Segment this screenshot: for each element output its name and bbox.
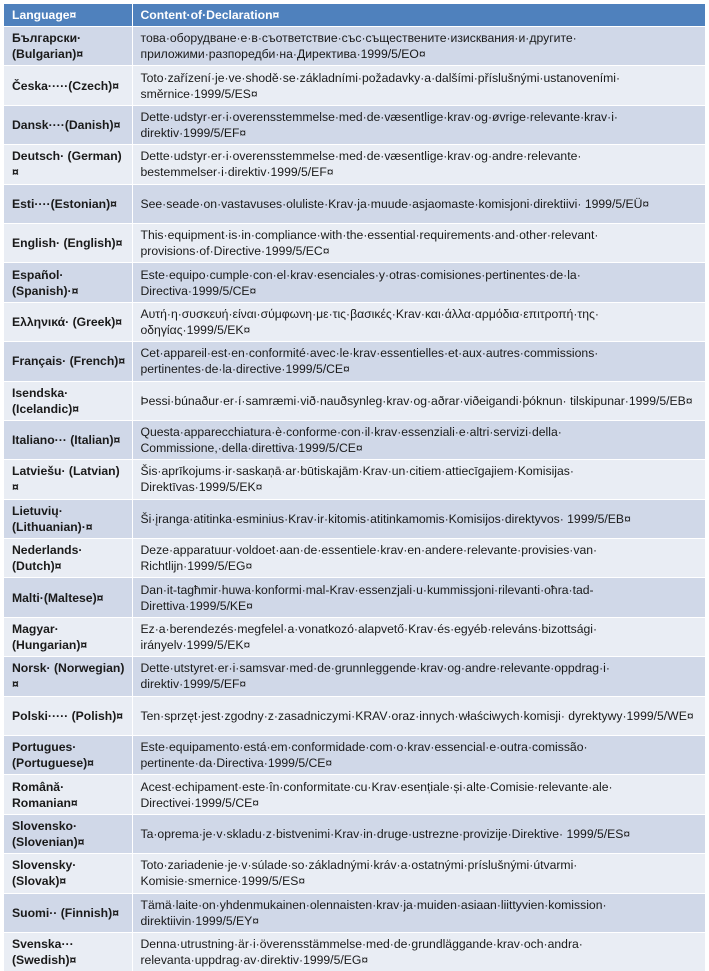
declaration-cell: Ez·a·berendezés·megfelel·a·vonatkozó·alapvető·Krav·és·egyéb·releváns·bizottsági· irányelv·1999/5/EK¤: [132, 617, 705, 656]
table-row: [4, 578, 705, 617]
table-row: [4, 27, 705, 66]
declaration-cell: Tämä·laite·on·yhdenmukainen·olennaisten·krav·ja·muiden·asiaan·liittyvien·komission· direktiivin·1999/5/EY¤: [132, 893, 705, 932]
declaration-cell: Cet·appareil·est·en·conformité·avec·le·krav·essentielles·et·aux·autres·commissions· pertinentes·de·la·directive·1999/5/CE¤: [132, 342, 705, 381]
content-column-header: Content·of·Declaration¤: [132, 4, 705, 27]
table-row: [4, 539, 705, 578]
declaration-cell: това·оборудване·е·в·съответствие·със·съществените·изисквания·и·другите· приложими·разпоредби·на·Директива·1999/5/EO¤: [132, 27, 705, 66]
table-row: [4, 854, 705, 893]
table-row: [4, 145, 705, 184]
table-row: [4, 696, 705, 735]
language-cell: Slovensky· (Slovak)¤: [4, 854, 132, 893]
language-cell: Esti····(Estonian)¤: [4, 184, 132, 223]
table-row: [4, 342, 705, 381]
table-row: [4, 66, 705, 105]
declaration-cell: Denna·utrustning·är·i·överensstämmelse·med·de·grundläggande·krav·och·andra· relevanta·uppdrag·av·direktiv·1999/5/EG¤: [132, 932, 705, 971]
declaration-cell: This·equipment·is·in·compliance·with·the·essential·requirements·and·other·relevant· provisions·of·Directive·1999/5/EC¤: [132, 223, 705, 262]
language-cell: Dansk····(Danish)¤: [4, 105, 132, 144]
declaration-cell: Αυτή·η·συσκευή·είναι·σύμφωνη·με·τις·βασικές·Krav·και·άλλα·αρμόδια·επιτροπή·της· οδηγίας·1999/5/EK¤: [132, 302, 705, 341]
declaration-cell: Toto·zařízení·je·ve·shodě·se·základními·požadavky·a·dalšími·příslušnými·ustanoveními· směrnice·1999/5/ES¤: [132, 66, 705, 105]
language-column-header: Language¤: [4, 4, 132, 27]
declaration-cell: Este·equipamento·está·em·conformidade·com·o·krav·essencial·e·outra·comissão· pertinente·da·Directiva·1999/5/CE¤: [132, 736, 705, 775]
language-cell: Deutsch· (German)¤: [4, 145, 132, 184]
table-row: [4, 460, 705, 499]
language-cell: Magyar· (Hungarian)¤: [4, 617, 132, 656]
table-row: [4, 932, 705, 971]
language-cell: Norsk· (Norwegian)¤: [4, 657, 132, 696]
table-row: [4, 420, 705, 459]
language-cell: Italiano··· (Italian)¤: [4, 420, 132, 459]
language-cell: Malti·(Maltese)¤: [4, 578, 132, 617]
declaration-cell: Þessi·búnaður·er·í·samræmi·við·nauðsynleg·krav·og·aðrar·viðeigandi·þóknun· tilskipunar·1999/5/EB¤: [132, 381, 705, 420]
declaration-cell: Dette·udstyr·er·i·overensstemmelse·med·de·væsentlige·krav·og·andre·relevante· bestemmelser·i·direktiv·1999/5/EF¤: [132, 145, 705, 184]
declaration-cell: Dette·udstyr·er·i·overensstemmelse·med·de·væsentlige·krav·og·øvrige·relevante·krav·i· direktiv·1999/5/EF¤: [132, 105, 705, 144]
language-cell: Français· (French)¤: [4, 342, 132, 381]
declaration-cell: Acest·echipament·este·în·conformitate·cu·Krav·esențiale·și·alte·Comisie·relevante·ale· Directivei·1999/5/CE¤: [132, 775, 705, 814]
language-cell: English· (English)¤: [4, 223, 132, 262]
table-row: [4, 617, 705, 656]
declaration-cell: See·seade·on·vastavuses·oluliste·Krav·ja·muude·asjaomaste·komisjoni·direktiivi· 1999/5/EÜ¤: [132, 184, 705, 223]
language-cell: Lietuvių· (Lithuanian)·¤: [4, 499, 132, 538]
table-row: [4, 657, 705, 696]
table-row: [4, 814, 705, 853]
declaration-cell: Ši·įranga·atitinka·esminius·Krav·ir·kitomis·atitinkamomis·Komisijos·direktyvos· 1999/5/EB¤: [132, 499, 705, 538]
declaration-cell: Este·equipo·cumple·con·el·krav·esenciales·y·otras·comisiones·pertinentes·de·la· Directiva·1999/5/CE¤: [132, 263, 705, 302]
table-row: [4, 302, 705, 341]
declaration-cell: Questa·apparecchiatura·è·conforme·con·il·krav·essenziali·e·altri·servizi·della· Commissione,·della·direttiva·1999/5/CE¤: [132, 420, 705, 459]
table-row: [4, 499, 705, 538]
declaration-cell: Ta·oprema·je·v·skladu·z·bistvenimi·Krav·in·druge·ustrezne·provizije·Direktive· 1999/5/ES¤: [132, 814, 705, 853]
declaration-table: [4, 4, 706, 971]
language-cell: Română· Romanian¤: [4, 775, 132, 814]
table-row: [4, 105, 705, 144]
declaration-cell: Šis·aprīkojums·ir·saskaņā·ar·būtiskajām·Krav·un·citiem·attiecīgajiem·Komisijas· Direktīvas·1999/5/EK¤: [132, 460, 705, 499]
language-cell: Slovensko· (Slovenian)¤: [4, 814, 132, 853]
header-row: [4, 4, 705, 27]
language-cell: Česka·····(Czech)¤: [4, 66, 132, 105]
language-cell: Isendska· (Icelandic)¤: [4, 381, 132, 420]
table-row: [4, 381, 705, 420]
declaration-cell: Deze·apparatuur·voldoet·aan·de·essentiele·krav·en·andere·relevante·provisies·van· Richtlijn·1999/5/EG¤: [132, 539, 705, 578]
language-cell: Nederlands· (Dutch)¤: [4, 539, 132, 578]
declaration-cell: Dan·it-tagħmir·huwa·konformi·mal-Krav·essenzjali·u·kummissjoni·rilevanti·oħra·tad-Direttiva·1999/5/KE¤: [132, 578, 705, 617]
table-row: [4, 263, 705, 302]
table-row: [4, 223, 705, 262]
language-cell: Svenska··· (Swedish)¤: [4, 932, 132, 971]
language-cell: Latviešu· (Latvian)¤: [4, 460, 132, 499]
table-row: [4, 893, 705, 932]
language-cell: Portugues· (Portuguese)¤: [4, 736, 132, 775]
declaration-cell: Toto·zariadenie·je·v·súlade·so·základnými·kráv·a·ostatnými·príslušnými·útvarmi· Komisie·smernice·1999/5/ES¤: [132, 854, 705, 893]
language-cell: Español· (Spanish)·¤: [4, 263, 132, 302]
table-row: [4, 184, 705, 223]
declaration-cell: Ten·sprzęt·jest·zgodny·z·zasadniczymi·KRAV·oraz·innych·właściwych·komisji· dyrektywy·1999/5/WE¤: [132, 696, 705, 735]
language-cell: Български· (Bulgarian)¤: [4, 27, 132, 66]
language-cell: Ελληνικά· (Greek)¤: [4, 302, 132, 341]
table-row: [4, 775, 705, 814]
table-body: [4, 27, 705, 971]
table-row: [4, 736, 705, 775]
language-cell: Polski····· (Polish)¤: [4, 696, 132, 735]
declaration-cell: Dette·utstyret·er·i·samsvar·med·de·grunnleggende·krav·og·andre·relevante·oppdrag·i· direktiv·1999/5/EF¤: [132, 657, 705, 696]
language-cell: Suomi·· (Finnish)¤: [4, 893, 132, 932]
